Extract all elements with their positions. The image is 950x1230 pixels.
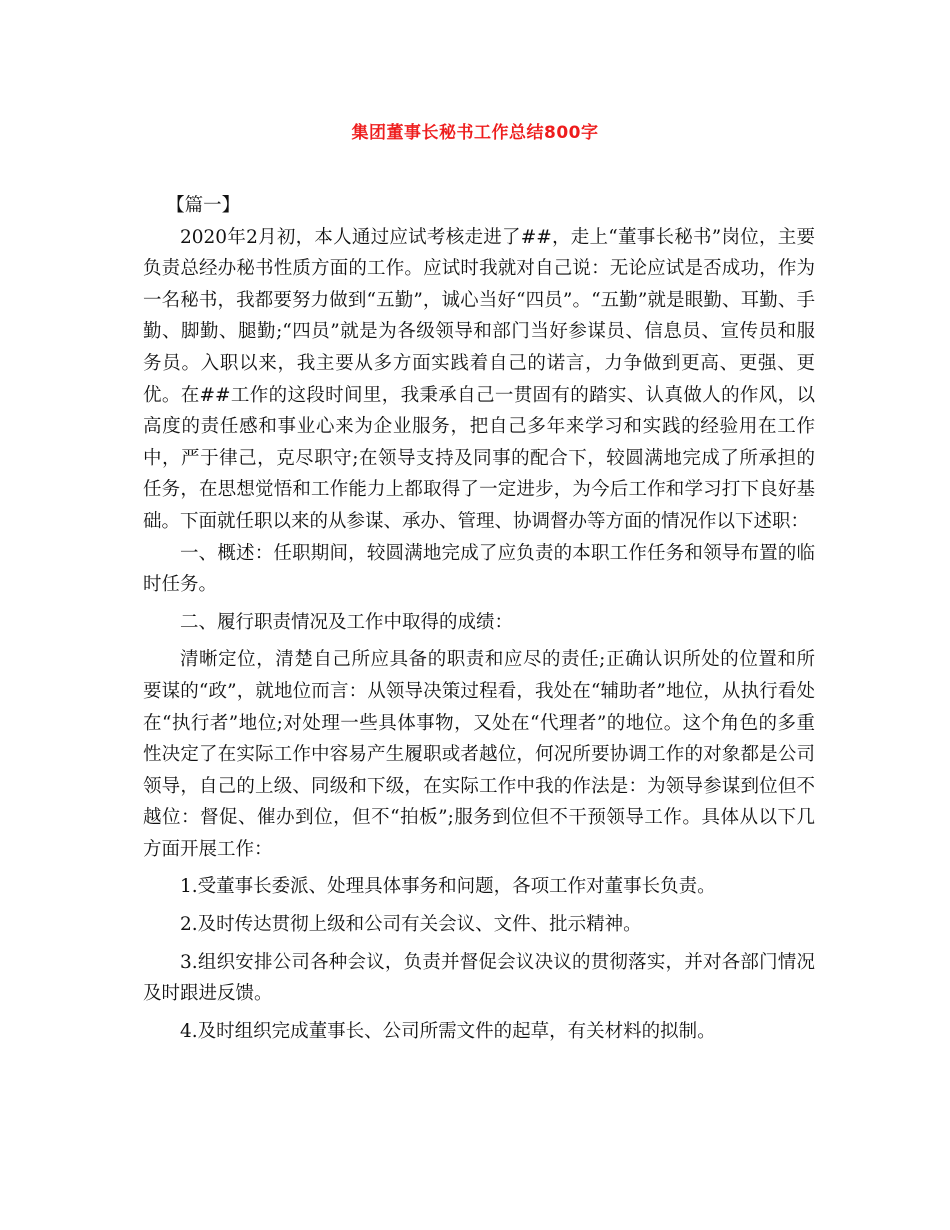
document-title: 集团董事长秘书工作总结800字: [351, 123, 599, 143]
list-item-2: 2.及时传达贯彻上级和公司有关会议、文件、批示精神。: [180, 914, 642, 936]
paragraph-duties-heading: 二、履行职责情况及工作中取得的成绩：: [180, 611, 514, 633]
section-heading: 【篇一】: [166, 195, 241, 216]
list-item-1: 1.受董事长委派、处理具体事务和问题，各项工作对董事长负责。: [180, 876, 716, 898]
list-item-3: 3.组织安排公司各种会议，负责并督促会议决议的贯彻落实，并对各部门情况及时跟进反馈。: [143, 951, 815, 1005]
document-body: [143, 190, 815, 1047]
paragraph-intro: 2020年2月初，本人通过应试考核走进了##，走上“董事长秘书”岗位，主要负责总经办秘书性质方面的工作。应试时我就对自己说：无论应试是否成功，作为一名秘书，我都要努力做到“五勤”，诚心当好“四员”。“五勤”就是眼勤、耳勤、手勤、脚勤、腿勤;“四员”就是为各级领导和部门当好参谋员、信息员、宣传员和服务员。入职以来，我主要从多方面实践着自己的诺言，力争做到更高、更强、更优。在##工作的这段时间里，我秉承自己一贯固有的踏实、认真做人的作风，以高度的责任感和事业心来为企业服务，把自己多年来学习和实践的经验用在工作中，严于律己，克尽职守;在领导支持及同事的配合下，较圆满地完成了所承担的任务，在思想觉悟和工作能力上都取得了一定进步，为今后工作和学习打下良好基础。下面就任职以来的从参谋、承办、管理、协调督办等方面的情况作以下述职：: [143, 226, 815, 532]
paragraph-positioning: 清晰定位，清楚自己所应具备的职责和应尽的责任;正确认识所处的位置和所要谋的“政”，就地位而言：从领导决策过程看，我处在“辅助者”地位，从执行看处在“执行者”地位;对处理一些具体事物，又处在“代理者”的地位。这个角色的多重性决定了在实际工作中容易产生履职或者越位，何况所要协调工作的对象都是公司领导，自己的上级、同级和下级，在实际工作中我的作法是：为领导参谋到位但不越位：督促、催办到位，但不“拍板”;服务到位但不干预领导工作。具体从以下几方面开展工作：: [143, 649, 815, 860]
paragraph-overview: 一、概述：任职期间，较圆满地完成了应负责的本职工作任务和领导布置的临时任务。: [143, 542, 815, 596]
list-item-4: 4.及时组织完成董事长、公司所需文件的起草，有关材料的拟制。: [180, 1020, 716, 1042]
